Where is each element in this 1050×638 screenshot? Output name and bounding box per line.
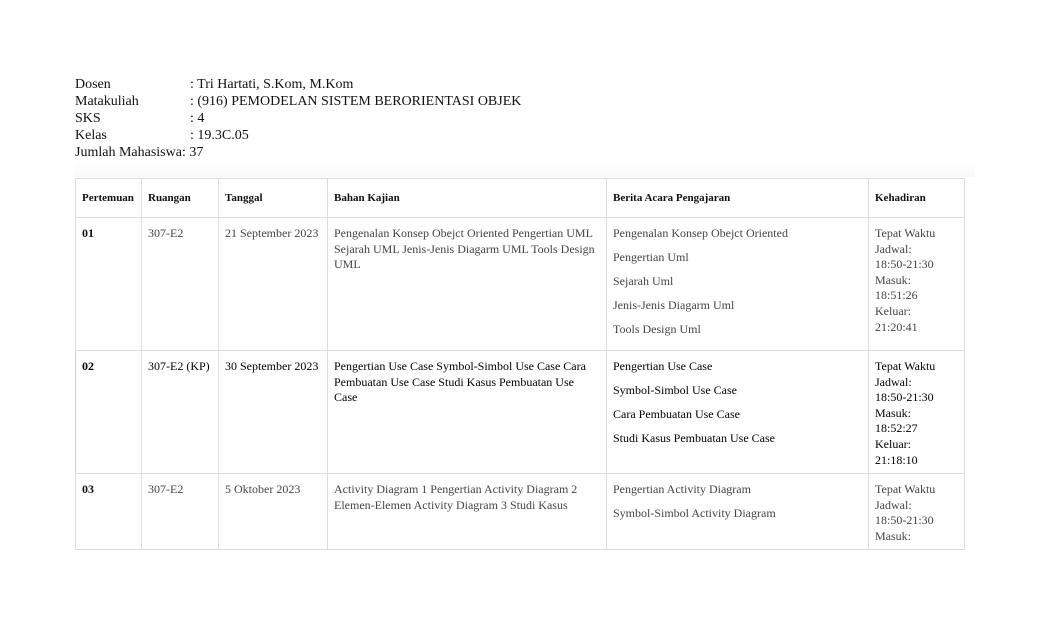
tanggal-cell: 21 September 2023: [219, 218, 328, 351]
kehadiran-jadwal-value: 18:50-21:30: [875, 390, 934, 405]
dosen-row: [75, 76, 521, 93]
berita-acara-cell: [607, 351, 869, 474]
kehadiran-status: Tepat Waktu: [875, 482, 936, 496]
matakuliah-value: : (916) PEMODELAN SISTEM BERORIENTASI OBJEK: [190, 94, 522, 109]
sks-label: SKS: [75, 111, 101, 126]
kehadiran-cell: [869, 474, 965, 550]
bahan-kajian-cell: Pengertian Use Case Symbol-Simbol Use Case Cara Pembuatan Use Case Studi Kasus Pembuatan Use Case: [328, 351, 607, 474]
berita-acara-item: Pengertian Uml: [613, 249, 689, 264]
table-row: [76, 218, 965, 351]
kehadiran-cell: [869, 218, 965, 351]
kehadiran-jadwal-value: 18:50-21:30: [875, 513, 934, 528]
col-header-tanggal: Tanggal: [219, 179, 328, 218]
kehadiran-masuk-value: 18:51:26: [875, 288, 918, 303]
pertemuan-cell: 01: [76, 218, 142, 351]
kehadiran-jadwal-value: 18:50-21:30: [875, 257, 934, 272]
pertemuan-cell: 02: [76, 351, 142, 474]
kehadiran-keluar-label: Keluar:: [875, 303, 911, 318]
kehadiran-status: Tepat Waktu: [875, 226, 936, 240]
matakuliah-row: [75, 93, 521, 110]
berita-acara-item: Jenis-Jenis Diagarm Uml: [613, 297, 735, 312]
berita-acara-item: Cara Pembuatan Use Case: [613, 406, 740, 421]
attendance-table-wrap: [75, 178, 964, 550]
ruangan-cell: 307-E2: [142, 218, 219, 351]
col-header-pertemuan: Pertemuan: [76, 179, 142, 218]
berita-acara-cell: [607, 474, 869, 550]
berita-acara-item: Sejarah Uml: [613, 273, 674, 288]
pertemuan-cell: 03: [76, 474, 142, 550]
table-row: [76, 474, 965, 550]
table-row: [76, 351, 965, 474]
kelas-row: [75, 127, 521, 144]
kehadiran-keluar-label: Keluar:: [875, 436, 911, 451]
matakuliah-label: Matakuliah: [75, 94, 139, 109]
col-header-berita-acara: Berita Acara Pengajaran: [607, 179, 869, 218]
kehadiran-jadwal-label: Jadwal:: [875, 374, 912, 389]
col-header-ruangan: Ruangan: [142, 179, 219, 218]
berita-acara-item: Symbol-Simbol Activity Diagram: [613, 505, 776, 520]
kehadiran-masuk-label: Masuk:: [875, 405, 911, 420]
tanggal-cell: 30 September 2023: [219, 351, 328, 474]
col-header-kehadiran: Kehadiran: [869, 179, 965, 218]
berita-acara-item: Pengertian Use Case: [613, 359, 713, 373]
sks-row: [75, 110, 521, 127]
kehadiran-masuk-value: 18:52:27: [875, 421, 918, 436]
berita-acara-cell: [607, 218, 869, 351]
tanggal-cell: 5 Oktober 2023: [219, 474, 328, 550]
kelas-value: : 19.3C.05: [190, 128, 249, 143]
kehadiran-status: Tepat Waktu: [875, 359, 936, 373]
berita-acara-item: Tools Design Uml: [613, 321, 701, 336]
ruangan-cell: 307-E2 (KP): [142, 351, 219, 474]
kehadiran-masuk-label: Masuk:: [875, 528, 911, 543]
berita-acara-item: Pengenalan Konsep Obejct Oriented: [613, 226, 788, 240]
dosen-value: : Tri Hartati, S.Kom, M.Kom: [190, 77, 354, 92]
col-header-bahan-kajian: Bahan Kajian: [328, 179, 607, 218]
bahan-kajian-cell: Activity Diagram 1 Pengertian Activity Diagram 2 Elemen-Elemen Activity Diagram 3 Studi Kasus: [328, 474, 607, 550]
berita-acara-item: Studi Kasus Pembuatan Use Case: [613, 430, 775, 445]
jumlah-mahasiswa-row: [75, 144, 521, 161]
table-top-shade: [75, 161, 975, 177]
course-info-header: [75, 76, 521, 161]
sks-value: : 4: [190, 111, 205, 126]
attendance-table: [75, 178, 965, 550]
table-header-row: [76, 179, 965, 218]
kehadiran-jadwal-label: Jadwal:: [875, 241, 912, 256]
ruangan-cell: 307-E2: [142, 474, 219, 550]
kehadiran-keluar-value: 21:18:10: [875, 452, 918, 467]
jumlah-mahasiswa-label: Jumlah Mahasiswa: [75, 145, 182, 160]
bahan-kajian-cell: Pengenalan Konsep Obejct Oriented Pengertian UML Sejarah UML Jenis-Jenis Diagarm UML Tools Design UML: [328, 218, 607, 351]
jumlah-mahasiswa-value: : 37: [181, 145, 204, 160]
kehadiran-masuk-label: Masuk:: [875, 272, 911, 287]
kehadiran-keluar-value: 21:20:41: [875, 319, 918, 334]
berita-acara-item: Symbol-Simbol Use Case: [613, 382, 738, 397]
dosen-label: Dosen: [75, 77, 111, 92]
kelas-label: Kelas: [75, 128, 107, 143]
kehadiran-cell: [869, 351, 965, 474]
kehadiran-jadwal-label: Jadwal:: [875, 497, 912, 512]
berita-acara-item: Pengertian Activity Diagram: [613, 482, 751, 496]
